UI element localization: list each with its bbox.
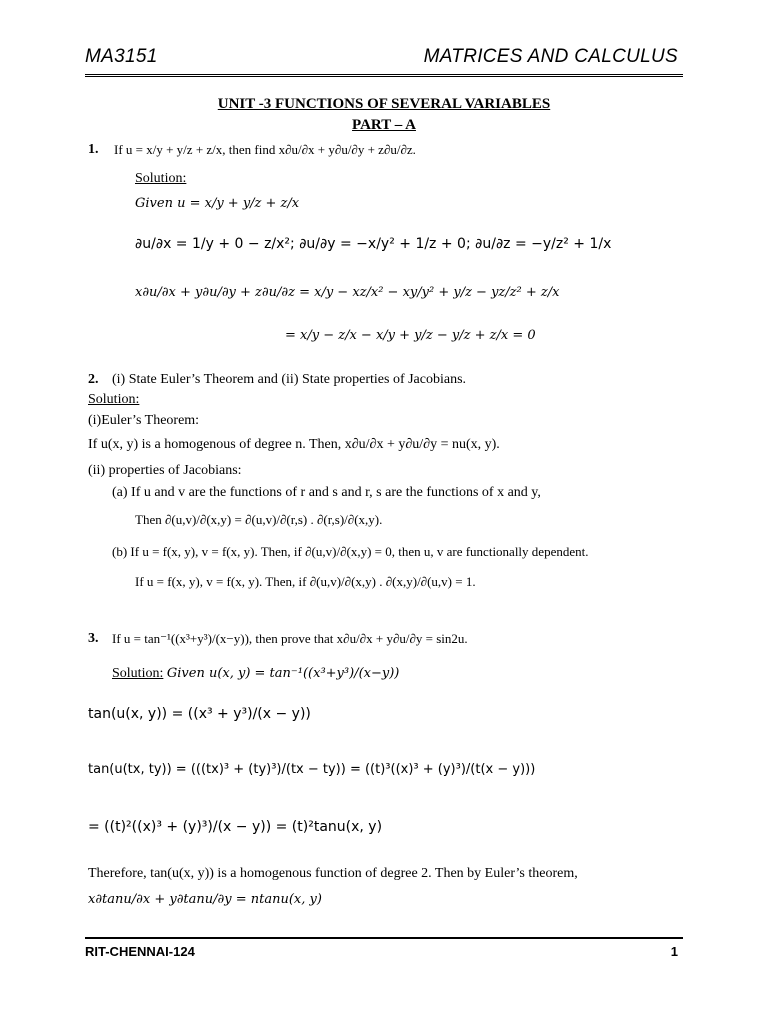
header-rule (85, 74, 683, 79)
q2-euler-text: If u(x, y) is a homogenous of degree n. Then, x∂u/∂x + y∂u/∂y = nu(x, y). (88, 437, 500, 452)
q2-solution-label: Solution: (88, 392, 140, 407)
q1-partials: ∂u/∂x = 1/y + 0 − z/x²; ∂u/∂y = −x/y² + 1/z + 0; ∂u/∂z = −y/z² + 1/x (135, 236, 612, 252)
q1-solution-label: Solution: (135, 171, 187, 186)
part-title: PART – A (352, 117, 416, 133)
q3-step2: tan(u(tx, ty)) = (((tx)³ + (ty)³)/(tx − ty)) = ((t)³((x)³ + (y)³)/(t(x − y))) (88, 762, 536, 777)
q1-number: 1. (88, 142, 99, 157)
q3-step3: = ((t)²((x)³ + (y)³)/(x − y)) = (t)²tanu(x, y) (88, 819, 383, 835)
q2-prop-b2: If u = f(x, y), v = f(x, y). Then, if ∂(u,v)/∂(x,y) . ∂(x,y)/∂(u,v) = 1. (135, 574, 476, 589)
q2-prop-b: (b) If u = f(x, y), v = f(x, y). Then, if ∂(u,v)/∂(x,y) = 0, then u, v are functionally dependent. (112, 544, 589, 559)
q3-number: 3. (88, 631, 99, 646)
q2-prop-a: (a) If u and v are the functions of r and s and r, s are the functions of x and y, (112, 485, 541, 500)
q3-euler-apply: x∂tanu/∂x + y∂tanu/∂y = ntanu(x, y) (88, 892, 322, 907)
q2-euler-heading: (i)Euler’s Theorem: (88, 413, 200, 428)
q3-question: If u = tan⁻¹((x³+y³)/(x−y)), then prove that x∂u/∂x + y∂u/∂y = sin2u. (112, 631, 468, 646)
q1-question: If u = x/y + y/z + z/x, then find x∂u/∂x + y∂u/∂y + z∂u/∂z. (114, 142, 416, 157)
course-code: MA3151 (85, 46, 158, 67)
course-title: MATRICES AND CALCULUS (423, 46, 678, 67)
q3-step1: tan(u(x, y)) = ((x³ + y³)/(x − y)) (88, 706, 311, 722)
q3-conclusion: Therefore, tan(u(x, y)) is a homogenous function of degree 2. Then by Euler’s theorem, (88, 866, 578, 881)
q1-given: Given u = x/y + y/z + z/x (135, 196, 300, 211)
q2-number: 2. (88, 372, 99, 387)
q1-sum-line: x∂u/∂x + y∂u/∂y + z∂u/∂z = x/y − xz/x² − xy/y² + y/z − yz/z² + z/x (135, 285, 560, 300)
page-number: 1 (670, 944, 678, 959)
q2-prop-a-then: Then ∂(u,v)/∂(x,y) = ∂(u,v)/∂(r,s) . ∂(r,s)/∂(x,y). (135, 512, 383, 527)
footer-institution: RIT-CHENNAI-124 (85, 944, 195, 959)
q1-result-line: = x/y − z/x − x/y + y/z − y/z + z/x = 0 (285, 328, 536, 343)
q2-jacobian-heading: (ii) properties of Jacobians: (88, 463, 242, 478)
q2-question: (i) State Euler’s Theorem and (ii) State properties of Jacobians. (112, 372, 467, 387)
q3-solution: Solution: Given u(x, y) = tan⁻¹((x³+y³)/(x−y)) (112, 666, 400, 681)
footer-rule (85, 937, 683, 939)
unit-title: UNIT -3 FUNCTIONS OF SEVERAL VARIABLES (217, 96, 551, 112)
